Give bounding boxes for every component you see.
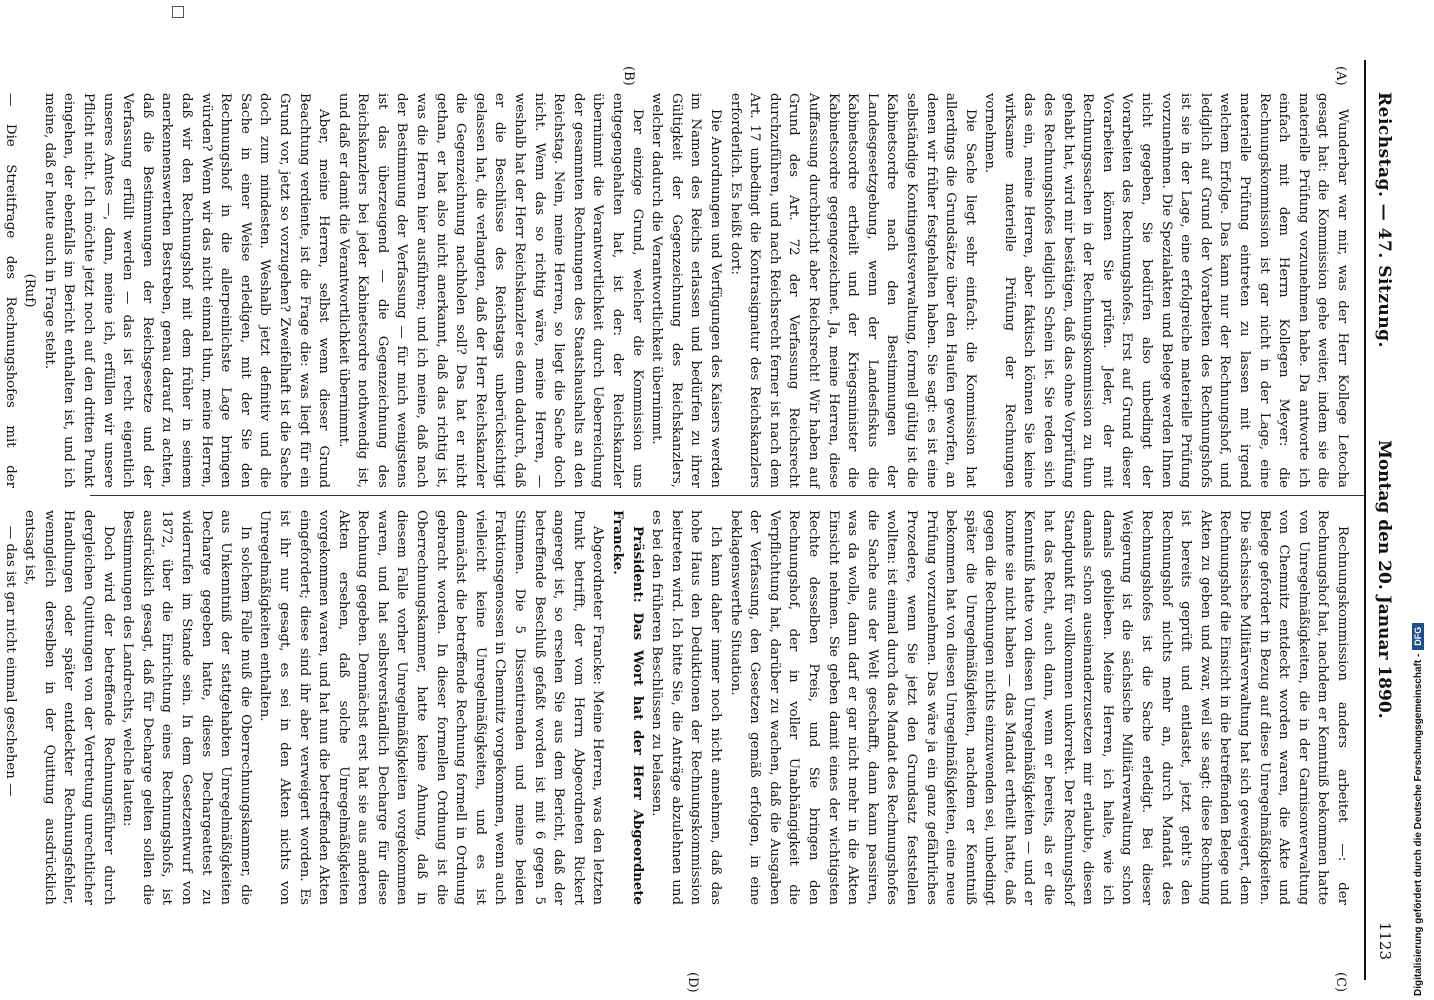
paragraph: — Die Streitfrage des Rechnungshofes mit der	[2, 93, 18, 488]
page-header	[1368, 0, 1396, 1000]
paragraph: Abgeordneter Francke: Meine Herren, was den letzten Punkt betrifft, der vom Herrn Abgeordneten Rickert angeregt ist, so ersehen Sie aus dem Bericht, daß der betreffende Beschluß gefaßt worden ist mit 6 gegen 5 Stimmen. Die 5 Dissentirenden und meine beiden Fraktionsgenossen in Chemnitz vorgekommen, wenn auch vielleicht keine Unregelmäßigkeiten, und es ist demnächst die betreffende Rechnung formell in Ordnung gebracht worden. In dieser formellen Ordnung ist die Oberrechnungskammer, hatte keine Ahnung, daß in diesem Falle vorher Unregelmäßigkeiten vorgekommen waren, und hat selbstverständlich Decharge für diese Rechnung gegeben. Demnächst erst hat sie aus anderen Akten ersehen, daß solche Unregelmäßigkeiten vorgekommen waren, und hat nun die betreffenden Akten eingefordert; diese sind ihr aber verweigert worden. Es ist ihr nur gesagt, es sei in den Akten nichts von Unregelmäßigkeiten enthalten.	[257, 510, 606, 905]
footer-text: Digitalisierung gefördert durch die Deutsche Forschungsgemeinschaft -	[1413, 653, 1424, 996]
quotation: Die Anordnungen und Verfügungen des Kaisers werden im Namen des Reichs erlassen und bedürfen zu ihrer Gültigkeit der Gegenzeichnung des Reichskanzlers, welcher dadurch die Verantwortlichkeit übernimmt.	[649, 93, 723, 488]
scan-mark	[172, 6, 184, 18]
header-session: Reichstag. — 47. Sitzung.	[1374, 92, 1394, 348]
margin-marker-d: (D)	[685, 972, 700, 993]
margin-marker-b: (B)	[621, 66, 636, 86]
margin-marker-a: (A)	[1333, 66, 1348, 86]
speaker-paragraph: Präsident: Das Wort hat der Herr Abgeordnete Francke.	[610, 510, 645, 905]
paragraph: Wunderbar war mir, was der Herr Kollege Letocha gesagt hat: die Kommission gehe weiter, indem sie die materielle Prüfung vorzunehmen habe. Da antworte ich einfach mit dem Herrn Kollegen Meyer: die Rechnungskommission ist gar nicht in der Lage, eine materielle Prüfung eintreten zu lassen mit irgend welchem Erfolge. Das kann nur der Rechnungshof, und lediglich auf Grund der Vorarbeiten des Rechnungshofs ist sie in der Lage, eine erfolgreiche materielle Prüfung vorzunehmen. Die Spezialakten und Belege werden Ihnen nicht gegeben, Sie bedürfen also unbedingt der Vorarbeiten des Rechnungshofes. Erst auf Grund dieser Vorarbeiten können Sie prüfen. Jeder, der mit Rechnungssachen in der Rechnungskommission zu thun gehabt hat, wird mir bestätigen, daß das ohne Vorprüfung des Rechnungshofes lediglich Schein ist. Sie reden sich das ein, meine Herren, aber faktisch können Sie keine wirksame materielle Prüfung der Rechnungen vornehmen.	[982, 93, 1350, 488]
left-column	[2, 93, 1352, 488]
margin-marker-c: (C)	[1333, 972, 1348, 993]
quotation: Doch wird der betreffende Rechnungsführer durch dergleichen Quittungen von der Vertretung unrechtlicher Handlungen oder später entdeckter Rechnungsfehler, wenngleich derselben in der Quittung ausdrücklich entsagt ist,	[22, 510, 116, 905]
right-column	[2, 510, 1352, 905]
digitization-footer	[1412, 16, 1434, 996]
column-divider	[90, 495, 1364, 496]
paragraph: In solchem Falle muß die Oberrechnungskammer, die aus Unkenntniß der stattgehabten Unregelmäßigkeiten Decharge gegeben hatte, dieses Dechargeattest zu widerrufen im Stande sein. In dem Gesetzentwurf von 1872, über die Einrichtung eines Rechnungshofs, ist ausdrücklich gesagt, daß für Decharge gelten sollen die Bestimmungen des Landrechts, welche lauten:	[120, 510, 253, 905]
header-date: Montag den 20. Januar 1890.	[1374, 440, 1394, 719]
paragraph: Der einzige Grund, welcher die Kommission uns entgegengehalten hat, ist der: der Reichskanzler übernimmt die Verantwortlichkeit durch Ueberreichung der gesammten Rechnungen des Staatshaushalts an den Reichstag. Nein, meine Herren, so liegt die Sache doch nicht. Wenn das so richtig wäre, meine Herren, — weshalb hat der Herr Reichskanzler es denn dadurch, daß er die Beschlüsse des Reichstags unberücksichtigt gelassen hat, die verlangten, daß der Herr Reichskanzler die Gegenzeichnung nachholen soll? Das hat er nicht gethan, er hat also nicht anerkannt, daß das richtig ist, was die Herren hier ausführen; und ich meine, daß nach der Bestimmung der Verfassung — für mich wenigstens ist das überzeugend — die Gegenzeichnung des Reichskanzlers bei jeder Kabinetsordre nothwendig ist, und daß er damit die Verantwortlichkeit übernimmt.	[335, 93, 645, 488]
header-page-number: 1123	[1376, 921, 1394, 960]
interjection: — das ist gar nicht einmal geschehen —	[2, 526, 18, 797]
dfg-logo: DFG	[1412, 623, 1424, 650]
paragraph: Ich kann daher immer noch nicht annehmen, daß das hohe Haus den Deduktionen der Rechnungskommission beitreten wird. Ich bitte Sie, die Anträge abzulehnen und es bei den früheren Beschlüssen zu belassen.	[649, 510, 723, 905]
paragraph: Die Sache liegt sehr einfach: die Kommission hat allerdings die Grundsätze über den Haufen geworfen, an denen wir früher festgehalten haben. Sie sagt: es ist eine selbständige Kontingentsverwaltung, formell gültig ist die Kabinetsordre nach den Bestimmungen der Landesgesetzgebung, wenn der Landesfiskus die Kabinetsordre ertheilt und der Kriegsminister die Kabinetsordre gegengezeichnet. Ja, meine Herren, diese Auffassung durchbricht aber Reichsrecht! Wir haben auf Grund des Art. 72 der Verfassung Reichsrecht durchzuführen, und nach Reichsrecht ferner ist nach dem Art. 17 unbedingt die Kontrasignatur des Reichskanzlers erforderlich. Es heißt dort:	[727, 93, 978, 488]
interjection: (Ruf)	[22, 273, 38, 308]
paragraph: Aber, meine Herren, selbst wenn dieser Grund Beachtung verdiente, ist die Frage die: was liegt für ein Grund vor, jetzt so vorzugehen? Zweifelhaft ist die Sache doch zum mindesten. Weshalb jetzt definitiv und die Sache in einer Weise erledigen, mit der Sie den Rechnungshof in die allerpeinlichste Lage bringen würden? Wenn wir das nicht einmal thun, meine Herren, daß wir den Rechnungshof mit dem früher in seinem anerkennenswerthen Bestreben, genau darauf zu achten, daß die Bestimmungen der Reichsgesetze und der Verfassung erfüllt werden — das ist recht eigentlich unseres Amtes —, dann, meine ich, erfüllen wir unsere Pflicht nicht. Ich möchte jetzt noch auf den dritten Punkt eingehen, der ebenfalls im Bericht enthalten ist, und ich meine, daß er heute auch in Frage steht.	[41, 93, 332, 488]
paragraph: Rechnungskommission anders arbeitet —: der Rechnungshof hat, nachdem er Kenntniß bekommen hatte von Unregelmäßigkeiten, die in der Garnisonverwaltung von Chemnitz entdeckt worden waren, die Akte und Belege gefordert in Bezug auf diese Unregelmäßigkeiten. Die sächsische Militärverwaltung hat sich geweigert, dem Rechnungshof die Einsicht in die betreffenden Belege und Akten zu geben und zwar, weil sie sagt: diese Rechnung ist bereits geprüft und entlastet, jetzt geht's den Rechnungshof nichts mehr an, durch Mandat des Rechnungshofes ist die Sache erledigt. Bei dieser Weigerung ist die sächsische Militärverwaltung schon damals geblieben. Meine Herren, ich halte, wie ich damals schon auseinanderzusetzen mir erlaubte, diesen Standpunkt für vollkommen unkorrekt. Der Rechnungshof hat das Recht, auch dann, wenn er bereits, als er die Kenntniß hatte von diesen Unregelmäßigkeiten — und er konnte sie nicht haben — das Mandat ertheilt hatte, daß gegen die Rechnungen nichts einzuwenden sei, unbedingt später die Unregelmäßigkeiten, nachdem er Kenntniß bekommen hat von diesen Unregelmäßigkeiten, eine neue Prüfung vorzunehmen. Das wäre ja ein ganz gefährliches Prozedere, wenn Sie jetzt den Grundsatz feststellen wollten: ist einmal durch das Mandat des Rechnungshofes die Sache aus der Welt geschafft, dann kann passiren, was da wolle, dann darf er gar nicht mehr in die Akten Einsicht nehmen. Sie geben damit eines der wichtigsten Rechte desselben Preis, und Sie bringen den Rechnungshof, der in voller Unabhängigkeit die Verpflichtung hat, darüber zu wachen, daß die Ausgaben der Verfassung, den Gesetzen gemäß erfolgen, in eine beklagenswerthe Situation.	[727, 510, 1350, 905]
header-rule	[1364, 60, 1366, 980]
